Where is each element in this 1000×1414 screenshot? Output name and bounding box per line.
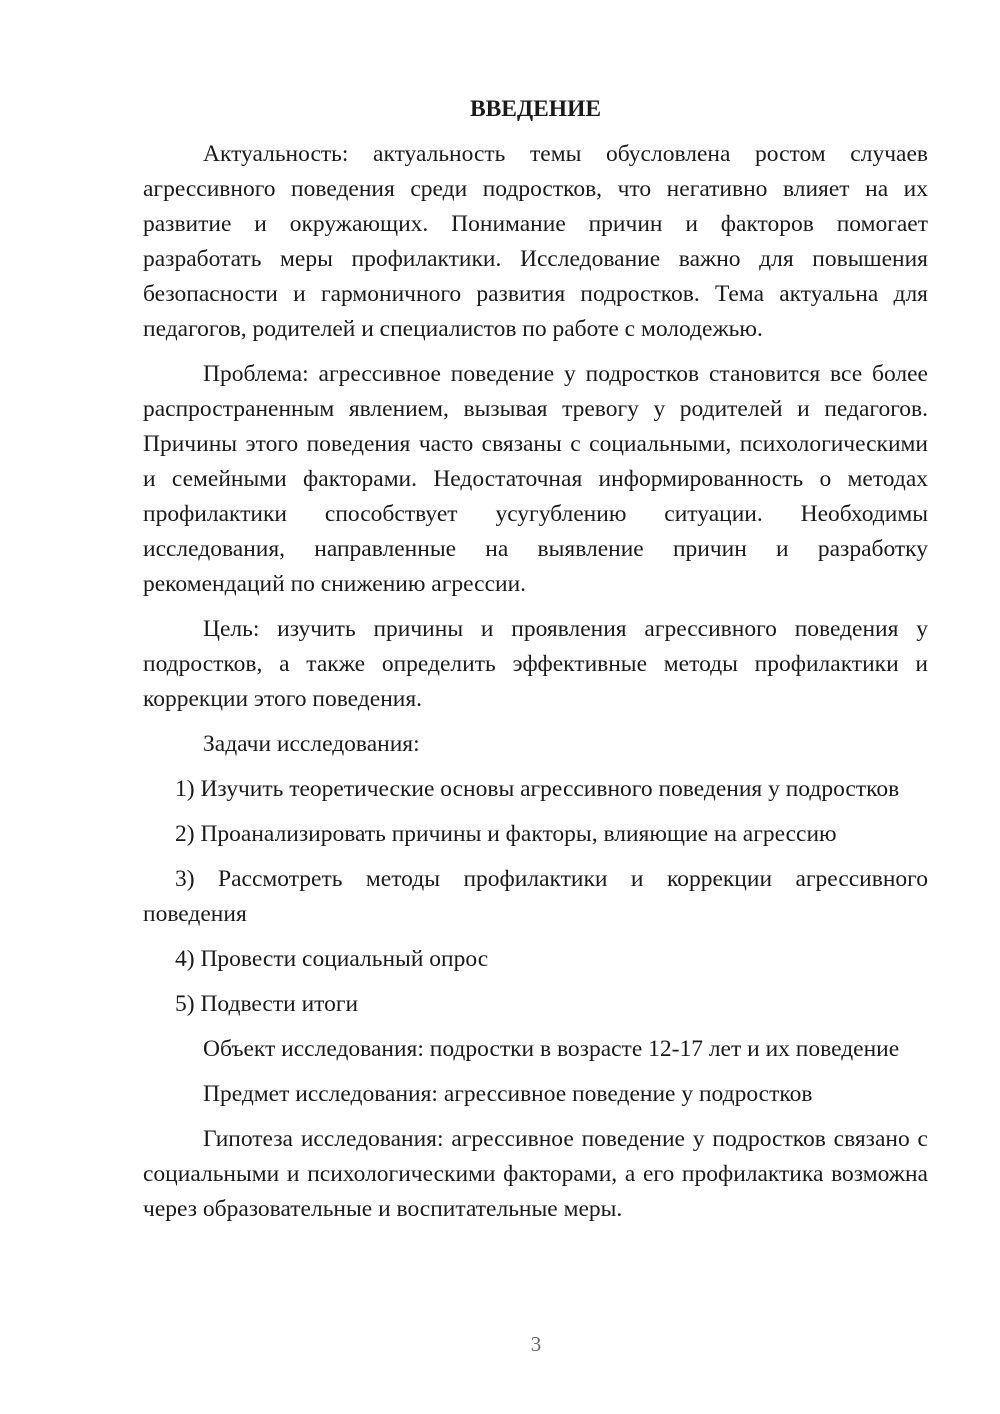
document-body (143, 92, 928, 1237)
task-item-4: 4) Провести социальный опрос (175, 946, 489, 972)
object-paragraph: Объект исследования: подростки в возрасте 12-17 лет и их поведение (203, 1036, 900, 1062)
task-item-2: 2) Проанализировать причины и факторы, влияющие на агрессию (175, 821, 837, 847)
problem-paragraph: Проблема: агрессивное поведение у подростков становится все более распространенным явлением, вызывая тревогу у родителей и педагогов. Причины этого поведения часто связаны с социальными, психологическими и семейными факторами. Недостаточная информированность о методах профилактики способствует усугублению ситуации. Необходимы исследования, направленные на выявление причин и разработку рекомендаций по снижению агрессии. (143, 361, 928, 597)
tasks-heading: Задачи исследования: (203, 731, 420, 757)
page-title: ВВЕДЕНИЕ (469, 96, 602, 122)
task-item-5: 5) Подвести итоги (175, 991, 359, 1017)
hypothesis-paragraph: Гипотеза исследования: агрессивное поведение у подростков связано с социальными и психологическими факторами, а его профилактика возможна через образовательные и воспитательные меры. (143, 1126, 928, 1222)
page-number: 3 (530, 1332, 542, 1356)
goal-paragraph: Цель: изучить причины и проявления агрессивного поведения у подростков, а также определить эффективные методы профилактики и коррекции этого поведения. (143, 616, 928, 712)
task-item-1: 1) Изучить теоретические основы агрессивного поведения у подростков (175, 776, 900, 802)
relevance-paragraph: Актуальность: актуальность темы обусловлена ростом случаев агрессивного поведения среди подростков, что негативно влияет на их развитие и окружающих. Понимание причин и факторов помогает разработать меры профилактики. Исследование важно для повышения безопасности и гармоничного развития подростков. Тема актуальна для педагогов, родителей и специалистов по работе с молодежью. (143, 141, 928, 342)
subject-paragraph: Предмет исследования: агрессивное поведение у подростков (203, 1081, 813, 1107)
task-item-3: 3) Рассмотреть методы профилактики и коррекции агрессивного поведения (143, 866, 928, 927)
